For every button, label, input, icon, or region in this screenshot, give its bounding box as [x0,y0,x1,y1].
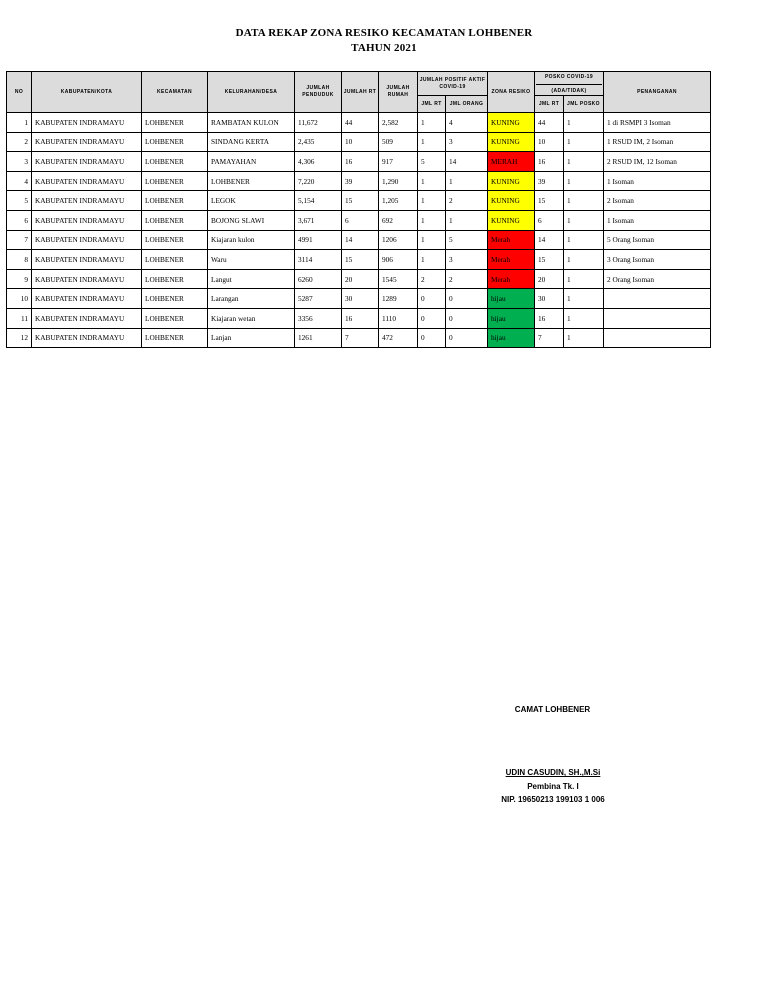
cell-positif-rt: 1 [418,132,446,152]
cell-kelurahan: Lanjan [208,328,295,348]
cell-kabupaten: KABUPATEN INDRAMAYU [32,269,142,289]
cell-posko-jml: 1 [564,171,604,191]
cell-positif-orang: 0 [446,328,488,348]
cell-kelurahan: LOHBENER [208,171,295,191]
cell-positif-orang: 2 [446,191,488,211]
cell-posko-jml: 1 [564,113,604,133]
cell-penduduk: 6260 [295,269,342,289]
cell-positif-rt: 5 [418,152,446,172]
cell-penduduk: 2,435 [295,132,342,152]
cell-rt: 7 [342,328,379,348]
cell-penanganan: 3 Orang Isoman [604,250,711,270]
cell-positif-rt: 1 [418,230,446,250]
cell-penanganan: 2 Orang Isoman [604,269,711,289]
cell-zona: hijau [488,328,535,348]
cell-kelurahan: Langut [208,269,295,289]
cell-rt: 16 [342,152,379,172]
cell-penduduk: 4991 [295,230,342,250]
cell-penduduk: 3114 [295,250,342,270]
cell-no: 10 [7,289,32,309]
header-no: NO [7,72,32,113]
header-posko [535,72,604,96]
header-posko-title: POSKO COVID-19 [536,72,602,85]
cell-positif-rt: 1 [418,210,446,230]
table-row [7,152,711,172]
cell-zona: KUNING [488,210,535,230]
cell-kecamatan: LOHBENER [142,269,208,289]
cell-no: 9 [7,269,32,289]
cell-posko-rt: 16 [535,152,564,172]
cell-rt: 44 [342,113,379,133]
cell-posko-jml: 1 [564,132,604,152]
cell-positif-orang: 3 [446,132,488,152]
cell-kecamatan: LOHBENER [142,308,208,328]
cell-posko-rt: 15 [535,191,564,211]
table-body [7,113,711,348]
table-row [7,210,711,230]
cell-positif-rt: 1 [418,113,446,133]
table-header [7,72,711,113]
cell-no: 12 [7,328,32,348]
cell-positif-rt: 1 [418,250,446,270]
header-positif-orang: JML ORANG [446,96,488,113]
cell-positif-rt: 0 [418,308,446,328]
cell-zona: hijau [488,308,535,328]
cell-penanganan [604,308,711,328]
cell-posko-jml: 1 [564,308,604,328]
document-title: DATA REKAP ZONA RESIKO KECAMATAN LOHBENER [235,27,533,39]
cell-positif-orang: 2 [446,269,488,289]
cell-no: 8 [7,250,32,270]
cell-kabupaten: KABUPATEN INDRAMAYU [32,328,142,348]
cell-penanganan: 1 di RSMPI 3 Isoman [604,113,711,133]
cell-penduduk: 5287 [295,289,342,309]
cell-kelurahan: Kiajaran kulon [208,230,295,250]
header-posko-jml: JML POSKO [564,96,604,113]
cell-penduduk: 1261 [295,328,342,348]
cell-posko-jml: 1 [564,191,604,211]
cell-rumah: 1206 [379,230,418,250]
table-row [7,171,711,191]
cell-no: 2 [7,132,32,152]
cell-kabupaten: KABUPATEN INDRAMAYU [32,113,142,133]
table-row [7,250,711,270]
cell-kabupaten: KABUPATEN INDRAMAYU [32,289,142,309]
cell-positif-orang: 1 [446,171,488,191]
cell-positif-rt: 0 [418,289,446,309]
cell-posko-rt: 6 [535,210,564,230]
cell-penanganan: 5 Orang Isoman [604,230,711,250]
cell-kelurahan: Kiajaran wetan [208,308,295,328]
table-row [7,308,711,328]
cell-zona: KUNING [488,191,535,211]
table-row [7,289,711,309]
cell-kecamatan: LOHBENER [142,210,208,230]
cell-penduduk: 3356 [295,308,342,328]
document-year: TAHUN 2021 [351,42,417,54]
cell-kabupaten: KABUPATEN INDRAMAYU [32,152,142,172]
cell-kelurahan: PAMAYAHAN [208,152,295,172]
cell-posko-jml: 1 [564,289,604,309]
cell-rt: 20 [342,269,379,289]
cell-rumah: 917 [379,152,418,172]
cell-no: 3 [7,152,32,172]
header-positif: JUMLAH POSITIF AKTIF COVID-19 [418,72,488,96]
table-row [7,113,711,133]
header-posko-sub: (ADA/TIDAK) [551,88,587,94]
table-row [7,191,711,211]
cell-rt: 15 [342,250,379,270]
cell-penduduk: 7,220 [295,171,342,191]
header-kecamatan: KECAMATAN [142,72,208,113]
cell-kecamatan: LOHBENER [142,113,208,133]
cell-rumah: 1,290 [379,171,418,191]
cell-no: 11 [7,308,32,328]
cell-penanganan: 2 RSUD IM, 12 Isoman [604,152,711,172]
cell-rt: 16 [342,308,379,328]
cell-kecamatan: LOHBENER [142,250,208,270]
signature-title: CAMAT LOHBENER [514,705,591,714]
cell-penduduk: 3,671 [295,210,342,230]
cell-penanganan [604,328,711,348]
cell-kecamatan: LOHBENER [142,328,208,348]
cell-kelurahan: SINDANG KERTA [208,132,295,152]
cell-zona: KUNING [488,113,535,133]
cell-kabupaten: KABUPATEN INDRAMAYU [32,308,142,328]
header-zona: ZONA RESIKO [488,72,535,113]
cell-rt: 39 [342,171,379,191]
cell-posko-rt: 20 [535,269,564,289]
cell-penduduk: 5,154 [295,191,342,211]
cell-zona: hijau [488,289,535,309]
cell-kecamatan: LOHBENER [142,152,208,172]
header-rt: JUMLAH RT [342,72,379,113]
header-kabupaten: KABUPATEN/KOTA [32,72,142,113]
header-penanganan: PENANGANAN [604,72,711,113]
cell-kecamatan: LOHBENER [142,289,208,309]
signature-rank: Pembina Tk. I [527,782,579,791]
cell-posko-jml: 1 [564,152,604,172]
cell-positif-orang: 5 [446,230,488,250]
cell-penduduk: 4,306 [295,152,342,172]
cell-kabupaten: KABUPATEN INDRAMAYU [32,191,142,211]
cell-positif-rt: 1 [418,191,446,211]
cell-rumah: 906 [379,250,418,270]
cell-penanganan: 1 Isoman [604,210,711,230]
cell-zona: KUNING [488,171,535,191]
signature-nip: NIP. 19650213 199103 1 006 [501,795,605,804]
cell-rt: 6 [342,210,379,230]
header-posko-rt: JML RT [535,96,564,113]
cell-penduduk: 11,672 [295,113,342,133]
cell-positif-rt: 2 [418,269,446,289]
cell-zona: Merah [488,230,535,250]
cell-kecamatan: LOHBENER [142,132,208,152]
cell-kecamatan: LOHBENER [142,230,208,250]
cell-rt: 10 [342,132,379,152]
cell-rumah: 1,205 [379,191,418,211]
cell-posko-rt: 30 [535,289,564,309]
rekap-table [6,71,711,348]
cell-rt: 15 [342,191,379,211]
cell-posko-rt: 7 [535,328,564,348]
cell-posko-rt: 44 [535,113,564,133]
cell-kelurahan: RAMBATAN KULON [208,113,295,133]
cell-rumah: 1545 [379,269,418,289]
cell-kabupaten: KABUPATEN INDRAMAYU [32,171,142,191]
cell-positif-orang: 4 [446,113,488,133]
cell-penanganan: 1 Isoman [604,171,711,191]
header-kelurahan: KELURAHAN/DESA [208,72,295,113]
cell-kecamatan: LOHBENER [142,191,208,211]
cell-no: 1 [7,113,32,133]
cell-posko-jml: 1 [564,210,604,230]
cell-kelurahan: LEGOK [208,191,295,211]
cell-kelurahan: Larangan [208,289,295,309]
cell-no: 5 [7,191,32,211]
cell-positif-orang: 3 [446,250,488,270]
cell-positif-orang: 14 [446,152,488,172]
cell-positif-orang: 0 [446,289,488,309]
cell-rumah: 1110 [379,308,418,328]
cell-rumah: 1289 [379,289,418,309]
cell-posko-rt: 15 [535,250,564,270]
cell-posko-jml: 1 [564,250,604,270]
cell-zona: Merah [488,250,535,270]
cell-rt: 14 [342,230,379,250]
cell-kabupaten: KABUPATEN INDRAMAYU [32,210,142,230]
cell-penanganan [604,289,711,309]
table-row [7,269,711,289]
cell-kabupaten: KABUPATEN INDRAMAYU [32,250,142,270]
table-row [7,230,711,250]
cell-no: 7 [7,230,32,250]
cell-rumah: 2,582 [379,113,418,133]
cell-kabupaten: KABUPATEN INDRAMAYU [32,132,142,152]
cell-no: 4 [7,171,32,191]
cell-kabupaten: KABUPATEN INDRAMAYU [32,230,142,250]
cell-zona: MERAH [488,152,535,172]
cell-rumah: 692 [379,210,418,230]
cell-penanganan: 2 Isoman [604,191,711,211]
cell-posko-rt: 14 [535,230,564,250]
cell-rumah: 472 [379,328,418,348]
cell-rt: 30 [342,289,379,309]
cell-posko-rt: 16 [535,308,564,328]
cell-posko-jml: 1 [564,269,604,289]
header-rumah: JUMLAH RUMAH [379,72,418,113]
cell-penanganan: 1 RSUD IM, 2 Isoman [604,132,711,152]
cell-posko-jml: 1 [564,328,604,348]
cell-posko-jml: 1 [564,230,604,250]
header-penduduk: JUMLAH PENDUDUK [295,72,342,113]
cell-zona: KUNING [488,132,535,152]
cell-zona: Merah [488,269,535,289]
header-positif-rt: JML RT [418,96,446,113]
cell-posko-rt: 39 [535,171,564,191]
cell-no: 6 [7,210,32,230]
cell-kecamatan: LOHBENER [142,171,208,191]
cell-posko-rt: 10 [535,132,564,152]
cell-kelurahan: BOJONG SLAWI [208,210,295,230]
cell-positif-orang: 1 [446,210,488,230]
cell-rumah: 509 [379,132,418,152]
cell-positif-rt: 1 [418,171,446,191]
cell-positif-orang: 0 [446,308,488,328]
cell-kelurahan: Waru [208,250,295,270]
signature-name: UDIN CASUDIN, SH.,M.Si [505,768,601,777]
table-row [7,132,711,152]
table-row [7,328,711,348]
cell-positif-rt: 0 [418,328,446,348]
